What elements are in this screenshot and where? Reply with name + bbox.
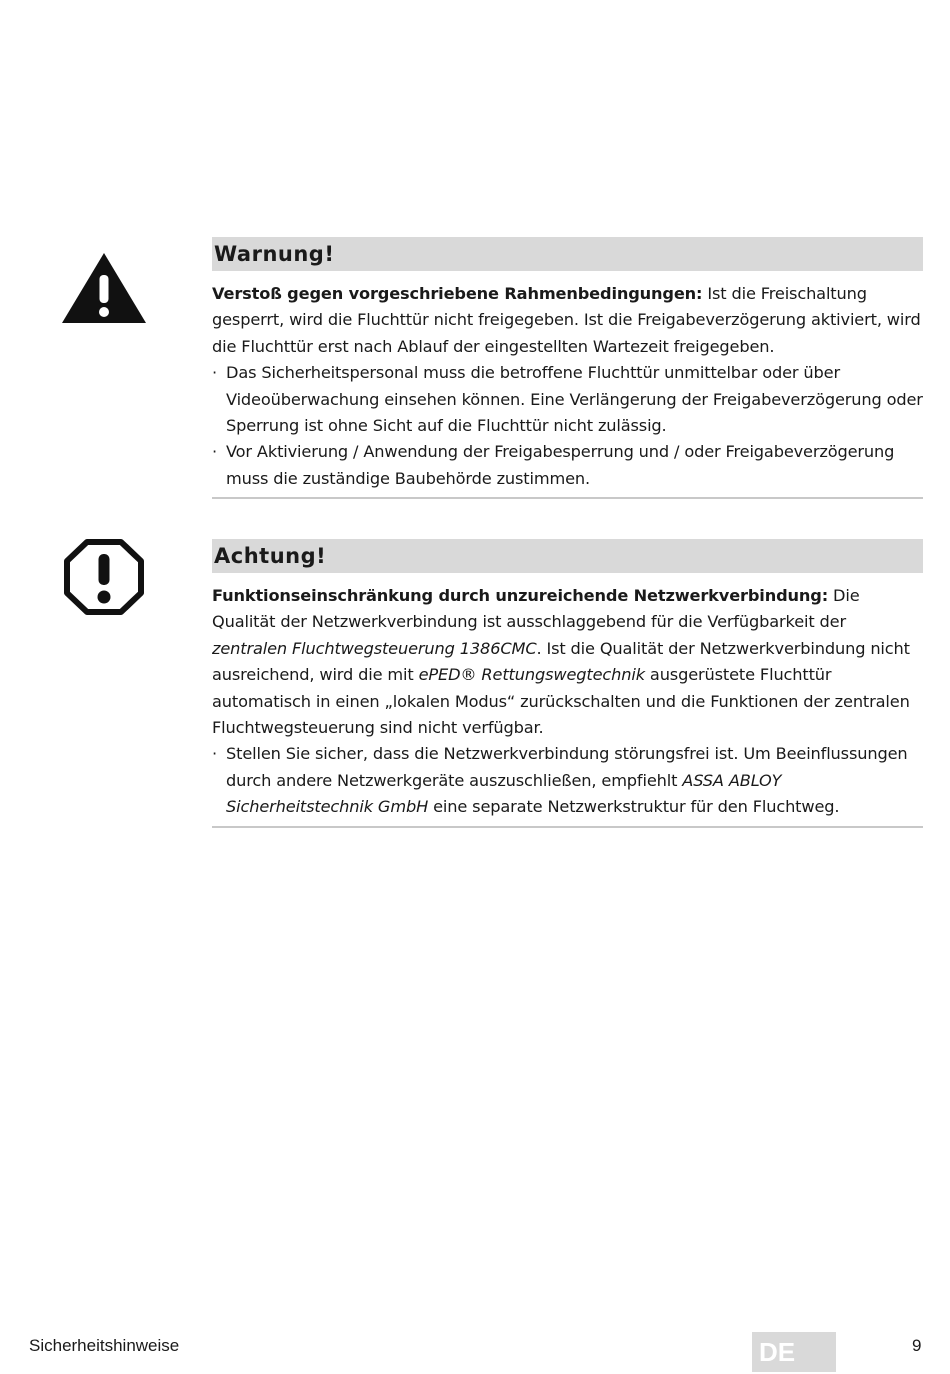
divider — [212, 826, 923, 828]
warning-triangle-icon — [60, 249, 148, 329]
page-number: 9 — [912, 1336, 922, 1355]
warning-lead: Verstoß gegen vorgeschriebene Rahmenbedingungen: — [212, 284, 703, 303]
company-name: ASSA ABLOY Sicherheitstechnik GmbH — [226, 770, 782, 817]
bullet-dot: · — [212, 744, 217, 764]
caution-content — [212, 539, 923, 828]
caution-title: Achtung! — [212, 539, 923, 573]
footer-section-title: Sicherheitshinweise — [29, 1336, 180, 1355]
warning-bullet — [212, 439, 923, 492]
language-badge: DE — [752, 1332, 836, 1372]
warning-title: Warnung! — [212, 237, 923, 271]
bullet-dot: · — [212, 363, 217, 383]
caution-octagon-icon — [64, 539, 152, 619]
warning-text: Ist die Freischaltung gesperrt, wird die Fluchttür nicht freigegeben. Ist die Freigabeverzögerung aktiviert, wird die Fluchttür erst nach Ablauf der eingestellten Wartezeit freigegeben. — [212, 284, 921, 356]
caution-product-name: zentralen Fluchtwegsteuerung 1386CMC — [212, 638, 537, 658]
caution-bullet — [212, 741, 923, 820]
warning-content — [212, 237, 923, 499]
divider — [212, 497, 923, 499]
caution-text: Die Qualität der Netzwerkverbindung ist ausschlaggebend für die Verfügbarkeit der — [212, 586, 860, 632]
warning-bullet-text: Vor Aktivierung / Anwendung der Freigabesperrung und / oder Freigabeverzögerung muss die zuständige Baubehörde zustimmen. — [226, 442, 895, 488]
caution-lead: Funktionseinschränkung durch unzureichende Netzwerkverbindung: — [212, 586, 829, 605]
caution-bullet-text: Stellen Sie sicher, dass die Netzwerkverbindung störungsfrei ist. Um Beeinflussungen durch andere Netzwerkgeräte auszuschließen, empfiehlt — [226, 744, 908, 790]
warning-bullet — [212, 360, 923, 439]
caution-text: . Ist die Qualität der Netzwerkverbindung nicht ausreichend, wird die mit — [212, 638, 910, 685]
caution-bullet-text: eine separate Netzwerkstruktur für den Fluchtweg. — [428, 797, 840, 817]
warning-paragraph — [212, 281, 923, 360]
caution-paragraph — [212, 583, 923, 741]
caution-text: ausgerüstete Fluchttür automatisch in einen „lokalen Modus“ zurückschalten und die Funktionen der zentralen Fluchtwegsteuerung sind nicht verfügbar. — [212, 665, 910, 738]
caution-technology-name: ePED® Rettungswegtechnik — [418, 665, 645, 685]
bullet-dot: · — [212, 442, 217, 462]
warning-bullet-text: Das Sicherheitspersonal muss die betroffene Fluchttür unmittelbar oder über Videoüberwachung einsehen können. Eine Verlängerung der Freigabeverzögerung oder Sperrung ist ohne Sicht auf die Fluchttür nicht zulässig. — [226, 363, 923, 436]
